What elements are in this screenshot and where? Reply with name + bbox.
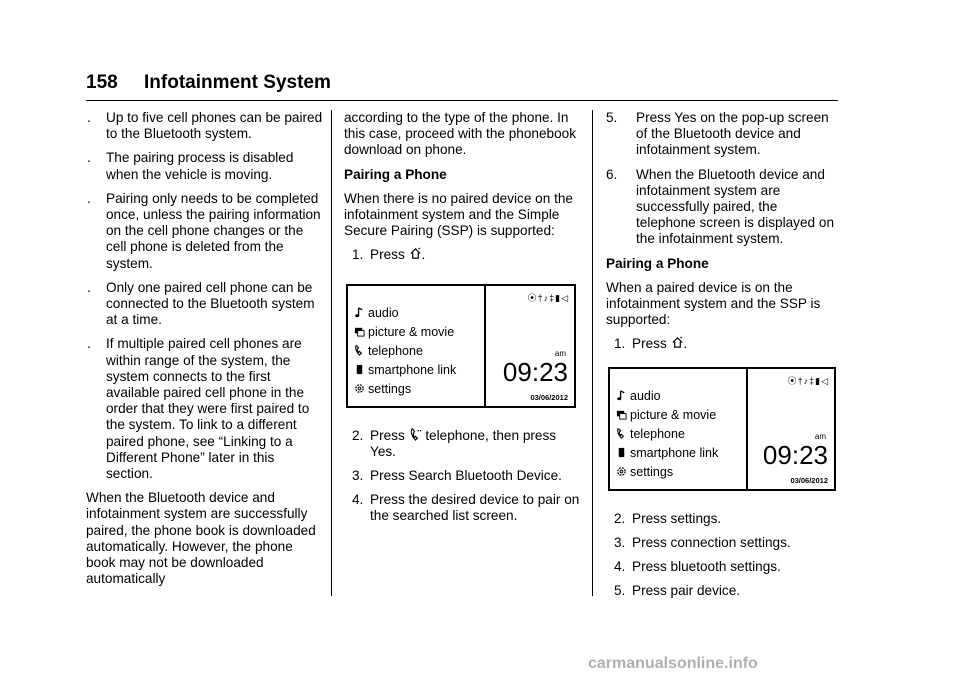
clock: 09:23	[762, 439, 828, 470]
step-suffix: .	[683, 336, 688, 352]
screen-divider	[746, 369, 748, 489]
home-icon	[409, 247, 422, 260]
step-list	[344, 428, 580, 525]
bullet-item	[86, 191, 324, 272]
step-number: 1.	[352, 247, 364, 263]
menu-item-settings: settings	[616, 463, 718, 482]
step-number: 6.	[606, 166, 618, 182]
step-number: 3.	[614, 534, 626, 550]
picture-icon	[616, 409, 627, 420]
smartphone-icon	[354, 364, 365, 375]
menu-item-picture: picture & movie	[616, 406, 718, 425]
step-number: 3.	[352, 468, 364, 484]
bullet-item	[86, 110, 324, 142]
watermark: carmanualsonline.info	[588, 655, 758, 672]
telephone-icon	[409, 428, 422, 441]
step-text: telephone, then press Yes.	[370, 427, 557, 459]
clock: 09:23	[502, 356, 568, 387]
menu-item-audio: audio	[616, 387, 718, 406]
menu-item-telephone: telephone	[616, 425, 718, 444]
step-text: Press connection settings.	[632, 534, 791, 550]
menu-item-smartphone: smartphone link	[354, 361, 456, 380]
infotainment-screen	[346, 284, 576, 408]
menu-item-telephone: telephone	[354, 342, 456, 361]
paragraph: When the Bluetooth device and infotainment system are successfully paired, the phone book is downloaded automatically. However, the phone book may not be downloaded automatically	[86, 490, 316, 587]
home-icon	[671, 336, 684, 349]
step-text: Press the desired device to pair on the searched list screen.	[370, 492, 580, 524]
gear-icon	[354, 383, 365, 394]
subheading: Pairing a Phone	[606, 255, 709, 271]
step-number: 4.	[614, 559, 626, 575]
infotainment-screen	[608, 367, 836, 491]
step-text: Press	[370, 247, 405, 263]
bullet-marker: .	[87, 279, 91, 295]
bullet-text: The pairing process is disabled when the vehicle is moving.	[106, 150, 294, 182]
step-item	[606, 336, 840, 352]
column-2	[344, 110, 580, 533]
step-item	[606, 535, 840, 551]
step-text: Press Yes on the pop-up screen of the Bluetooth device and infotainment system.	[636, 110, 829, 158]
intro-paragraph: according to the type of the phone. In this case, proceed with the phonebook download on phone.	[344, 110, 577, 158]
paragraph: When a paired device is on the infotainment system and the SSP is supported:	[606, 279, 821, 328]
step-item	[606, 167, 840, 248]
step-text: Press Search Bluetooth Device.	[370, 468, 562, 484]
screen-divider	[484, 286, 486, 406]
step-text: Press	[632, 336, 667, 352]
bullet-list	[86, 110, 324, 482]
bullet-item	[86, 150, 324, 182]
bullet-text: Pairing only needs to be completed once, unless the pairing information on the cell phone changes or the cell phone is deleted from the system.	[106, 190, 321, 271]
smartphone-icon	[616, 447, 627, 458]
step-suffix: .	[421, 247, 426, 263]
step-text: Press bluetooth settings.	[632, 559, 781, 575]
step-item	[344, 468, 580, 484]
menu-item-audio: audio	[354, 304, 456, 323]
bullet-marker: .	[87, 190, 91, 206]
menu-item-settings: settings	[354, 380, 456, 399]
bullet-text: Up to five cell phones can be paired to the Bluetooth system.	[106, 110, 323, 142]
step-list	[606, 110, 840, 248]
section-title: Infotainment System	[144, 72, 331, 93]
column-3	[606, 110, 840, 607]
step-list	[606, 336, 840, 352]
bullet-marker: .	[87, 150, 91, 166]
paragraph: When there is no paired device on the infotainment system and the Simple Secure Pairing (SSP) is supported:	[344, 190, 573, 239]
step-list	[344, 247, 580, 263]
date: 03/06/2012	[530, 392, 568, 402]
column-divider-2	[592, 110, 593, 596]
step-number: 2.	[352, 427, 364, 443]
column-divider-1	[331, 110, 332, 596]
step-item	[344, 492, 580, 524]
status-icons: ⦿†♪‡▮◁	[527, 292, 569, 303]
date: 03/06/2012	[790, 475, 828, 485]
step-number: 1.	[614, 336, 626, 352]
subheading: Pairing a Phone	[344, 166, 447, 182]
header-rule	[86, 100, 838, 101]
music-note-icon	[616, 390, 627, 401]
status-icons: ⦿†♪‡▮◁	[787, 375, 829, 386]
step-number: 4.	[352, 492, 364, 508]
page-number: 158	[86, 72, 118, 93]
step-text: Press	[370, 427, 405, 443]
step-text: Press pair device.	[632, 583, 741, 599]
column-1	[86, 110, 324, 595]
home-menu	[354, 304, 456, 399]
step-number: 5.	[606, 110, 618, 125]
home-menu	[616, 387, 718, 482]
bullet-text: Only one paired cell phone can be connected to the Bluetooth system at a time.	[106, 279, 315, 328]
picture-icon	[354, 326, 365, 337]
step-item	[344, 247, 580, 263]
am-pm: am	[554, 348, 566, 358]
step-item	[606, 110, 840, 159]
phone-icon	[616, 428, 627, 439]
bullet-item	[86, 280, 324, 329]
gear-icon	[616, 466, 627, 477]
bullet-text: If multiple paired cell phones are within range of the system, the system connects to the first available paired cell phone in the order that they were first paired to the system. To link to a different paired phone, see “Linking to a Different Phone” later in this section.	[106, 336, 310, 482]
step-text: When the Bluetooth device and infotainment system are successfully paired, the telephone screen is displayed on the infotainment system.	[636, 166, 834, 247]
bullet-item	[86, 336, 324, 482]
page-header	[86, 72, 838, 102]
menu-item-smartphone: smartphone link	[616, 444, 718, 463]
menu-item-picture: picture & movie	[354, 323, 456, 342]
step-text: Press settings.	[632, 510, 722, 526]
step-item	[606, 559, 840, 575]
music-note-icon	[354, 307, 365, 318]
step-list	[606, 511, 840, 600]
bullet-marker: .	[87, 336, 91, 352]
step-item	[606, 511, 840, 527]
am-pm: am	[814, 431, 826, 441]
bullet-marker: .	[87, 110, 91, 125]
phone-icon	[354, 345, 365, 356]
step-item	[606, 583, 840, 599]
step-number: 5.	[614, 583, 626, 599]
step-number: 2.	[614, 510, 626, 526]
step-item	[344, 428, 580, 460]
